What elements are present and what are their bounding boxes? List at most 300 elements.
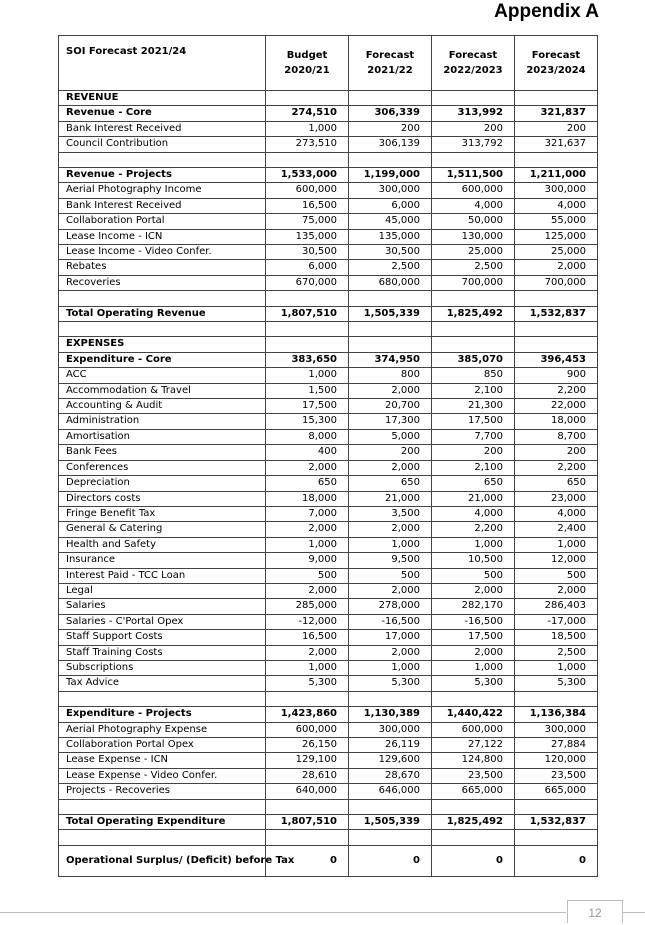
cell-value: [349, 91, 432, 106]
row-label: Health and Safety: [59, 537, 266, 552]
cell-value: [349, 322, 432, 337]
row-label: [59, 830, 266, 845]
cell-value: 1,000: [266, 537, 349, 552]
cell-value: [515, 291, 598, 306]
cell-value: [266, 799, 349, 814]
row-label: Staff Training Costs: [59, 645, 266, 660]
column-header-forecast-2022-2023: [432, 36, 515, 91]
cell-value: [515, 799, 598, 814]
cell-value: 18,500: [515, 630, 598, 645]
row-label: Revenue - Projects: [59, 168, 266, 183]
cell-value: 6,000: [266, 260, 349, 275]
cell-value: -17,000: [515, 614, 598, 629]
table-row: [59, 214, 598, 229]
row-label: Fringe Benefit Tax: [59, 506, 266, 521]
column-header-line1: Budget: [286, 50, 328, 61]
cell-value: 1,000: [266, 121, 349, 136]
cell-value: [432, 291, 515, 306]
column-header-line2: 2022/2023: [443, 65, 503, 76]
table-row: [59, 429, 598, 444]
cell-value: 396,453: [515, 352, 598, 367]
cell-value: 2,400: [515, 522, 598, 537]
row-label: Collaboration Portal: [59, 214, 266, 229]
cell-value: 0: [515, 845, 598, 876]
table-row: [59, 383, 598, 398]
cell-value: 4,000: [432, 506, 515, 521]
row-label: ACC: [59, 368, 266, 383]
cell-value: [266, 830, 349, 845]
column-header-line1: Forecast: [448, 50, 498, 61]
table-row: [59, 337, 598, 352]
cell-value: 23,000: [515, 491, 598, 506]
row-label: Aerial Photography Income: [59, 183, 266, 198]
table-row: [59, 137, 598, 152]
cell-value: 700,000: [515, 275, 598, 290]
cell-value: 2,000: [349, 583, 432, 598]
cell-value: 282,170: [432, 599, 515, 614]
table-row: [59, 830, 598, 845]
row-label: Expenditure - Core: [59, 352, 266, 367]
cell-value: 1,807,510: [266, 815, 349, 830]
cell-value: 321,837: [515, 106, 598, 121]
cell-value: [266, 337, 349, 352]
cell-value: 1,532,837: [515, 815, 598, 830]
cell-value: 45,000: [349, 214, 432, 229]
cell-value: 300,000: [515, 183, 598, 198]
operational-surplus-row: [59, 845, 598, 876]
cell-value: 1,000: [266, 660, 349, 675]
cell-value: 1,211,000: [515, 168, 598, 183]
cell-value: 23,500: [515, 768, 598, 783]
row-label: [59, 291, 266, 306]
table-row: [59, 691, 598, 706]
cell-value: 125,000: [515, 229, 598, 244]
cell-value: 500: [349, 568, 432, 583]
row-label: Tax Advice: [59, 676, 266, 691]
cell-value: 2,200: [515, 383, 598, 398]
cell-value: 383,650: [266, 352, 349, 367]
table-row: [59, 198, 598, 213]
cell-value: 8,700: [515, 429, 598, 444]
cell-value: [515, 337, 598, 352]
row-label: Salaries: [59, 599, 266, 614]
cell-value: 285,000: [266, 599, 349, 614]
cell-value: 650: [432, 476, 515, 491]
row-label: Lease Expense - ICN: [59, 753, 266, 768]
cell-value: 20,700: [349, 399, 432, 414]
cell-value: 200: [515, 121, 598, 136]
cell-value: 1,000: [515, 537, 598, 552]
cell-value: 200: [349, 445, 432, 460]
cell-value: 130,000: [432, 229, 515, 244]
table-row: [59, 168, 598, 183]
table-row: [59, 152, 598, 167]
row-label: [59, 691, 266, 706]
cell-value: 135,000: [266, 229, 349, 244]
table-row: [59, 399, 598, 414]
cell-value: 2,200: [515, 460, 598, 475]
cell-value: 200: [349, 121, 432, 136]
row-label: Operational Surplus/ (Deficit) before Tax: [59, 845, 266, 876]
cell-value: 8,000: [266, 429, 349, 444]
cell-value: 2,000: [515, 260, 598, 275]
cell-value: 7,700: [432, 429, 515, 444]
row-label: Legal: [59, 583, 266, 598]
cell-value: 18,000: [266, 491, 349, 506]
cell-value: 28,610: [266, 768, 349, 783]
page-number: 12: [567, 900, 623, 923]
cell-value: 15,300: [266, 414, 349, 429]
table-row: [59, 506, 598, 521]
cell-value: 22,000: [515, 399, 598, 414]
cell-value: 300,000: [515, 722, 598, 737]
cell-value: [349, 830, 432, 845]
table-row: [59, 260, 598, 275]
row-label: Total Operating Expenditure: [59, 815, 266, 830]
cell-value: 1,136,384: [515, 707, 598, 722]
table-row: [59, 91, 598, 106]
cell-value: 10,500: [432, 553, 515, 568]
table-row: [59, 106, 598, 121]
cell-value: 400: [266, 445, 349, 460]
cell-value: 500: [266, 568, 349, 583]
cell-value: 1,532,837: [515, 306, 598, 321]
cell-value: 1,000: [349, 660, 432, 675]
cell-value: [432, 830, 515, 845]
cell-value: [266, 322, 349, 337]
cell-value: 0: [432, 845, 515, 876]
row-label: Recoveries: [59, 275, 266, 290]
table-row: [59, 491, 598, 506]
cell-value: 5,300: [515, 676, 598, 691]
cell-value: 25,000: [515, 245, 598, 260]
table-row: [59, 568, 598, 583]
table-row: [59, 753, 598, 768]
cell-value: 600,000: [266, 722, 349, 737]
cell-value: 5,300: [266, 676, 349, 691]
table-row: [59, 553, 598, 568]
row-label: Directors costs: [59, 491, 266, 506]
cell-value: 2,000: [432, 645, 515, 660]
column-header-line1: Forecast: [365, 50, 415, 61]
row-label: Bank Fees: [59, 445, 266, 460]
row-label: Administration: [59, 414, 266, 429]
table-row: [59, 414, 598, 429]
table-row: [59, 799, 598, 814]
table-row: [59, 460, 598, 475]
cell-value: 28,670: [349, 768, 432, 783]
cell-value: 278,000: [349, 599, 432, 614]
cell-value: 9,500: [349, 553, 432, 568]
cell-value: [432, 91, 515, 106]
table-row: [59, 245, 598, 260]
cell-value: 313,792: [432, 137, 515, 152]
cell-value: 17,500: [266, 399, 349, 414]
table-row: [59, 815, 598, 830]
table-row: [59, 784, 598, 799]
cell-value: 26,150: [266, 738, 349, 753]
cell-value: 124,800: [432, 753, 515, 768]
cell-value: 273,510: [266, 137, 349, 152]
cell-value: 4,000: [432, 198, 515, 213]
row-label: Insurance: [59, 553, 266, 568]
row-label: [59, 322, 266, 337]
cell-value: [515, 691, 598, 706]
cell-value: 646,000: [349, 784, 432, 799]
row-label: Projects - Recoveries: [59, 784, 266, 799]
cell-value: 7,000: [266, 506, 349, 521]
column-header-line2: 2021/22: [367, 65, 413, 76]
cell-value: 16,500: [266, 198, 349, 213]
row-label: Council Contribution: [59, 137, 266, 152]
cell-value: 200: [515, 445, 598, 460]
row-label: Rebates: [59, 260, 266, 275]
cell-value: 2,000: [266, 645, 349, 660]
cell-value: 600,000: [266, 183, 349, 198]
cell-value: 2,000: [349, 645, 432, 660]
table-row: [59, 352, 598, 367]
table-footer: [59, 845, 598, 876]
cell-value: 3,500: [349, 506, 432, 521]
row-label: Accommodation & Travel: [59, 383, 266, 398]
cell-value: [515, 830, 598, 845]
cell-value: 2,200: [432, 522, 515, 537]
cell-value: 1,505,339: [349, 815, 432, 830]
cell-value: 25,000: [432, 245, 515, 260]
row-label: General & Catering: [59, 522, 266, 537]
cell-value: 650: [349, 476, 432, 491]
row-label: [59, 152, 266, 167]
cell-value: [349, 291, 432, 306]
column-header-forecast-2021-22: [349, 36, 432, 91]
cell-value: 1,000: [349, 537, 432, 552]
column-header-budget-2020-21: [266, 36, 349, 91]
cell-value: 6,000: [349, 198, 432, 213]
cell-value: 2,000: [349, 522, 432, 537]
cell-value: [432, 799, 515, 814]
cell-value: 2,500: [432, 260, 515, 275]
cell-value: 1,533,000: [266, 168, 349, 183]
row-label: Revenue - Core: [59, 106, 266, 121]
soi-forecast-table: [58, 35, 598, 877]
row-label: Amortisation: [59, 429, 266, 444]
row-label: Interest Paid - TCC Loan: [59, 568, 266, 583]
cell-value: [349, 691, 432, 706]
cell-value: [432, 691, 515, 706]
cell-value: [432, 322, 515, 337]
cell-value: 17,500: [432, 630, 515, 645]
cell-value: 374,950: [349, 352, 432, 367]
cell-value: 12,000: [515, 553, 598, 568]
cell-value: 1,825,492: [432, 306, 515, 321]
cell-value: [515, 152, 598, 167]
cell-value: 1,130,389: [349, 707, 432, 722]
row-label: Expenditure - Projects: [59, 707, 266, 722]
cell-value: 17,500: [432, 414, 515, 429]
cell-value: -12,000: [266, 614, 349, 629]
cell-value: 26,119: [349, 738, 432, 753]
cell-value: 1,000: [432, 537, 515, 552]
table-row: [59, 229, 598, 244]
row-label: Bank Interest Received: [59, 198, 266, 213]
cell-value: 5,300: [349, 676, 432, 691]
row-label: Total Operating Revenue: [59, 306, 266, 321]
table-row: [59, 476, 598, 491]
row-label: Conferences: [59, 460, 266, 475]
cell-value: 665,000: [432, 784, 515, 799]
cell-value: 2,000: [432, 583, 515, 598]
cell-value: 27,122: [432, 738, 515, 753]
cell-value: 120,000: [515, 753, 598, 768]
table-row: [59, 537, 598, 552]
cell-value: 129,600: [349, 753, 432, 768]
cell-value: 700,000: [432, 275, 515, 290]
cell-value: 650: [266, 476, 349, 491]
row-label: Staff Support Costs: [59, 630, 266, 645]
row-label: Lease Expense - Video Confer.: [59, 768, 266, 783]
row-label: REVENUE: [59, 91, 266, 106]
cell-value: 50,000: [432, 214, 515, 229]
cell-value: 2,100: [432, 383, 515, 398]
row-label: Aerial Photography Expense: [59, 722, 266, 737]
cell-value: [266, 691, 349, 706]
cell-value: 1,423,860: [266, 707, 349, 722]
cell-value: 9,000: [266, 553, 349, 568]
column-header-line2: 2023/2024: [526, 65, 586, 76]
cell-value: 650: [515, 476, 598, 491]
cell-value: 300,000: [349, 722, 432, 737]
cell-value: 30,500: [266, 245, 349, 260]
column-header-forecast-2023-2024: [515, 36, 598, 91]
cell-value: 30,500: [349, 245, 432, 260]
row-label: [59, 799, 266, 814]
cell-value: 16,500: [266, 630, 349, 645]
cell-value: 500: [515, 568, 598, 583]
table-row: [59, 121, 598, 136]
cell-value: 2,000: [349, 460, 432, 475]
header-label: SOI Forecast 2021/24: [59, 36, 266, 91]
cell-value: 286,403: [515, 599, 598, 614]
table-row: [59, 660, 598, 675]
cell-value: 200: [432, 121, 515, 136]
cell-value: 1,500: [266, 383, 349, 398]
cell-value: 1,807,510: [266, 306, 349, 321]
table-row: [59, 275, 598, 290]
cell-value: 2,000: [266, 522, 349, 537]
cell-value: 135,000: [349, 229, 432, 244]
table-row: [59, 291, 598, 306]
footer-rule: [0, 912, 566, 913]
cell-value: -16,500: [349, 614, 432, 629]
cell-value: -16,500: [432, 614, 515, 629]
cell-value: 900: [515, 368, 598, 383]
cell-value: [515, 91, 598, 106]
table-row: [59, 676, 598, 691]
table-row: [59, 707, 598, 722]
table-row: [59, 368, 598, 383]
cell-value: 640,000: [266, 784, 349, 799]
cell-value: 1,511,500: [432, 168, 515, 183]
cell-value: 1,825,492: [432, 815, 515, 830]
cell-value: [266, 91, 349, 106]
row-label: Bank Interest Received: [59, 121, 266, 136]
cell-value: 1,000: [432, 660, 515, 675]
cell-value: 21,300: [432, 399, 515, 414]
cell-value: 670,000: [266, 275, 349, 290]
cell-value: 2,000: [266, 460, 349, 475]
cell-value: 1,000: [266, 368, 349, 383]
cell-value: 600,000: [432, 183, 515, 198]
cell-value: 385,070: [432, 352, 515, 367]
cell-value: 2,000: [349, 383, 432, 398]
cell-value: 306,339: [349, 106, 432, 121]
table-row: [59, 522, 598, 537]
table-row: [59, 183, 598, 198]
cell-value: 200: [432, 445, 515, 460]
row-label: Salaries - C'Portal Opex: [59, 614, 266, 629]
row-label: Lease Income - ICN: [59, 229, 266, 244]
cell-value: 274,510: [266, 106, 349, 121]
cell-value: [266, 152, 349, 167]
cell-value: 21,000: [432, 491, 515, 506]
cell-value: 600,000: [432, 722, 515, 737]
table-row: [59, 614, 598, 629]
cell-value: 665,000: [515, 784, 598, 799]
table-row: [59, 768, 598, 783]
cell-value: [432, 152, 515, 167]
table-row: [59, 322, 598, 337]
cell-value: 0: [349, 845, 432, 876]
cell-value: [432, 337, 515, 352]
cell-value: 1,505,339: [349, 306, 432, 321]
table-row: [59, 583, 598, 598]
cell-value: 23,500: [432, 768, 515, 783]
cell-value: 17,300: [349, 414, 432, 429]
table-row: [59, 645, 598, 660]
cell-value: [349, 337, 432, 352]
cell-value: 1,440,422: [432, 707, 515, 722]
cell-value: 500: [432, 568, 515, 583]
table-row: [59, 722, 598, 737]
row-label: Lease Income - Video Confer.: [59, 245, 266, 260]
cell-value: 4,000: [515, 506, 598, 521]
cell-value: 55,000: [515, 214, 598, 229]
cell-value: 313,992: [432, 106, 515, 121]
cell-value: 680,000: [349, 275, 432, 290]
cell-value: [349, 799, 432, 814]
cell-value: 5,000: [349, 429, 432, 444]
cell-value: 75,000: [266, 214, 349, 229]
cell-value: [515, 322, 598, 337]
cell-value: 0: [266, 845, 349, 876]
column-header-line2: 2020/21: [284, 65, 330, 76]
cell-value: 306,139: [349, 137, 432, 152]
appendix-title: Appendix A: [494, 1, 599, 22]
table-row: [59, 738, 598, 753]
cell-value: 17,000: [349, 630, 432, 645]
cell-value: 2,500: [349, 260, 432, 275]
table-row: [59, 599, 598, 614]
cell-value: [266, 291, 349, 306]
cell-value: 300,000: [349, 183, 432, 198]
row-label: EXPENSES: [59, 337, 266, 352]
cell-value: 2,000: [515, 583, 598, 598]
table-row: [59, 630, 598, 645]
row-label: Depreciation: [59, 476, 266, 491]
cell-value: 2,000: [266, 583, 349, 598]
cell-value: [349, 152, 432, 167]
cell-value: 129,100: [266, 753, 349, 768]
